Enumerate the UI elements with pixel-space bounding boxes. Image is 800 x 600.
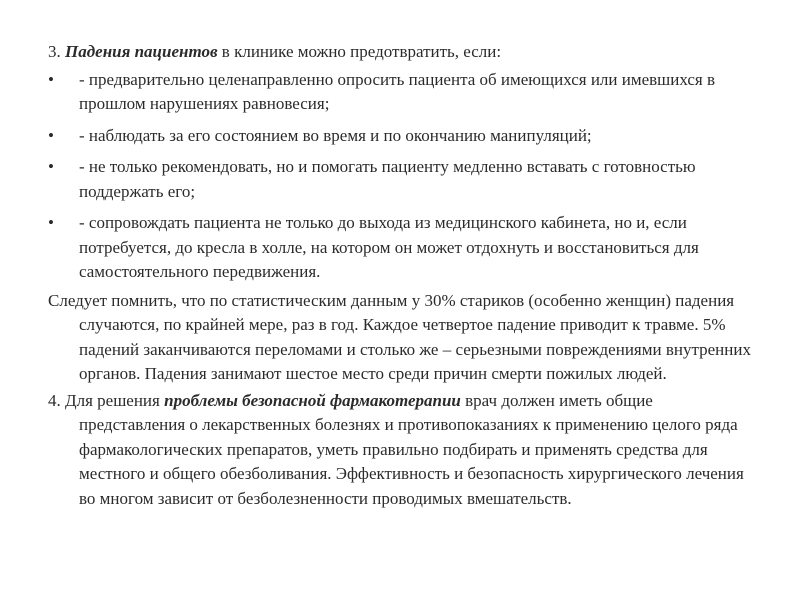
bullet-text-4: - сопровождать пациента не только до выхода из медицинского кабинета, но и, если потребуется, до кресла в холле, на котором он может отдохнуть и восстановиться для самостоятельного передвижения.: [79, 213, 699, 281]
bullet-dot-icon: •: [48, 213, 54, 232]
bullet-dot-icon: •: [48, 157, 54, 176]
intro-paragraph: [48, 40, 760, 65]
bullet-item-4: [48, 211, 760, 285]
bullet-item-3: [48, 155, 760, 204]
slide-content: [48, 40, 760, 511]
point4-lead: 4. Для решения: [48, 390, 165, 410]
intro-number: 3.: [48, 42, 65, 61]
bullet-dot-icon: •: [48, 125, 54, 145]
point4-rest: врач должен иметь общие представления о лекарственных болезнях и противопоказаниях к применению целого ряда фармакологических препаратов, уметь правильно подбирать и применять средства для местного и общего обезболивания. Эффективность и безопасность хирургического лечения во многом зависит от безболезненности проводимых вмешательств.: [79, 390, 744, 508]
bullet-dot-icon: •: [48, 69, 54, 89]
bullet-text-2: - наблюдать за его состоянием во время и по окончанию манипуляций;: [79, 125, 592, 145]
statistics-paragraph: Следует помнить, что по статистическим данным у 30% стариков (особенно женщин) падения случаются, по крайней мере, раз в год. Каждое четвертое падение приводит к травме. 5% падений заканчиваются переломами и столько же – серьезными повреждениями внутренних органов. Падения занимают шестое место среди причин смерти пожилых людей.: [48, 290, 751, 383]
intro-rest: в клинике можно предотвратить, если:: [217, 42, 502, 61]
intro-emphasis: Падения пациентов: [65, 42, 218, 61]
bullet-item-2: [48, 124, 760, 149]
bullet-text-1: - предварительно целенаправленно опросить пациента об имеющихся или имевшихся в прошлом нарушениях равновесия;: [79, 69, 716, 113]
bullet-text-3: - не только рекомендовать, но и помогать пациенту медленно вставать с готовностью поддержать его;: [79, 157, 696, 201]
point4-paragraph: [48, 389, 760, 512]
point4-emphasis: проблемы безопасной фармакотерапии: [164, 390, 461, 410]
bullet-item-1: [48, 68, 760, 117]
